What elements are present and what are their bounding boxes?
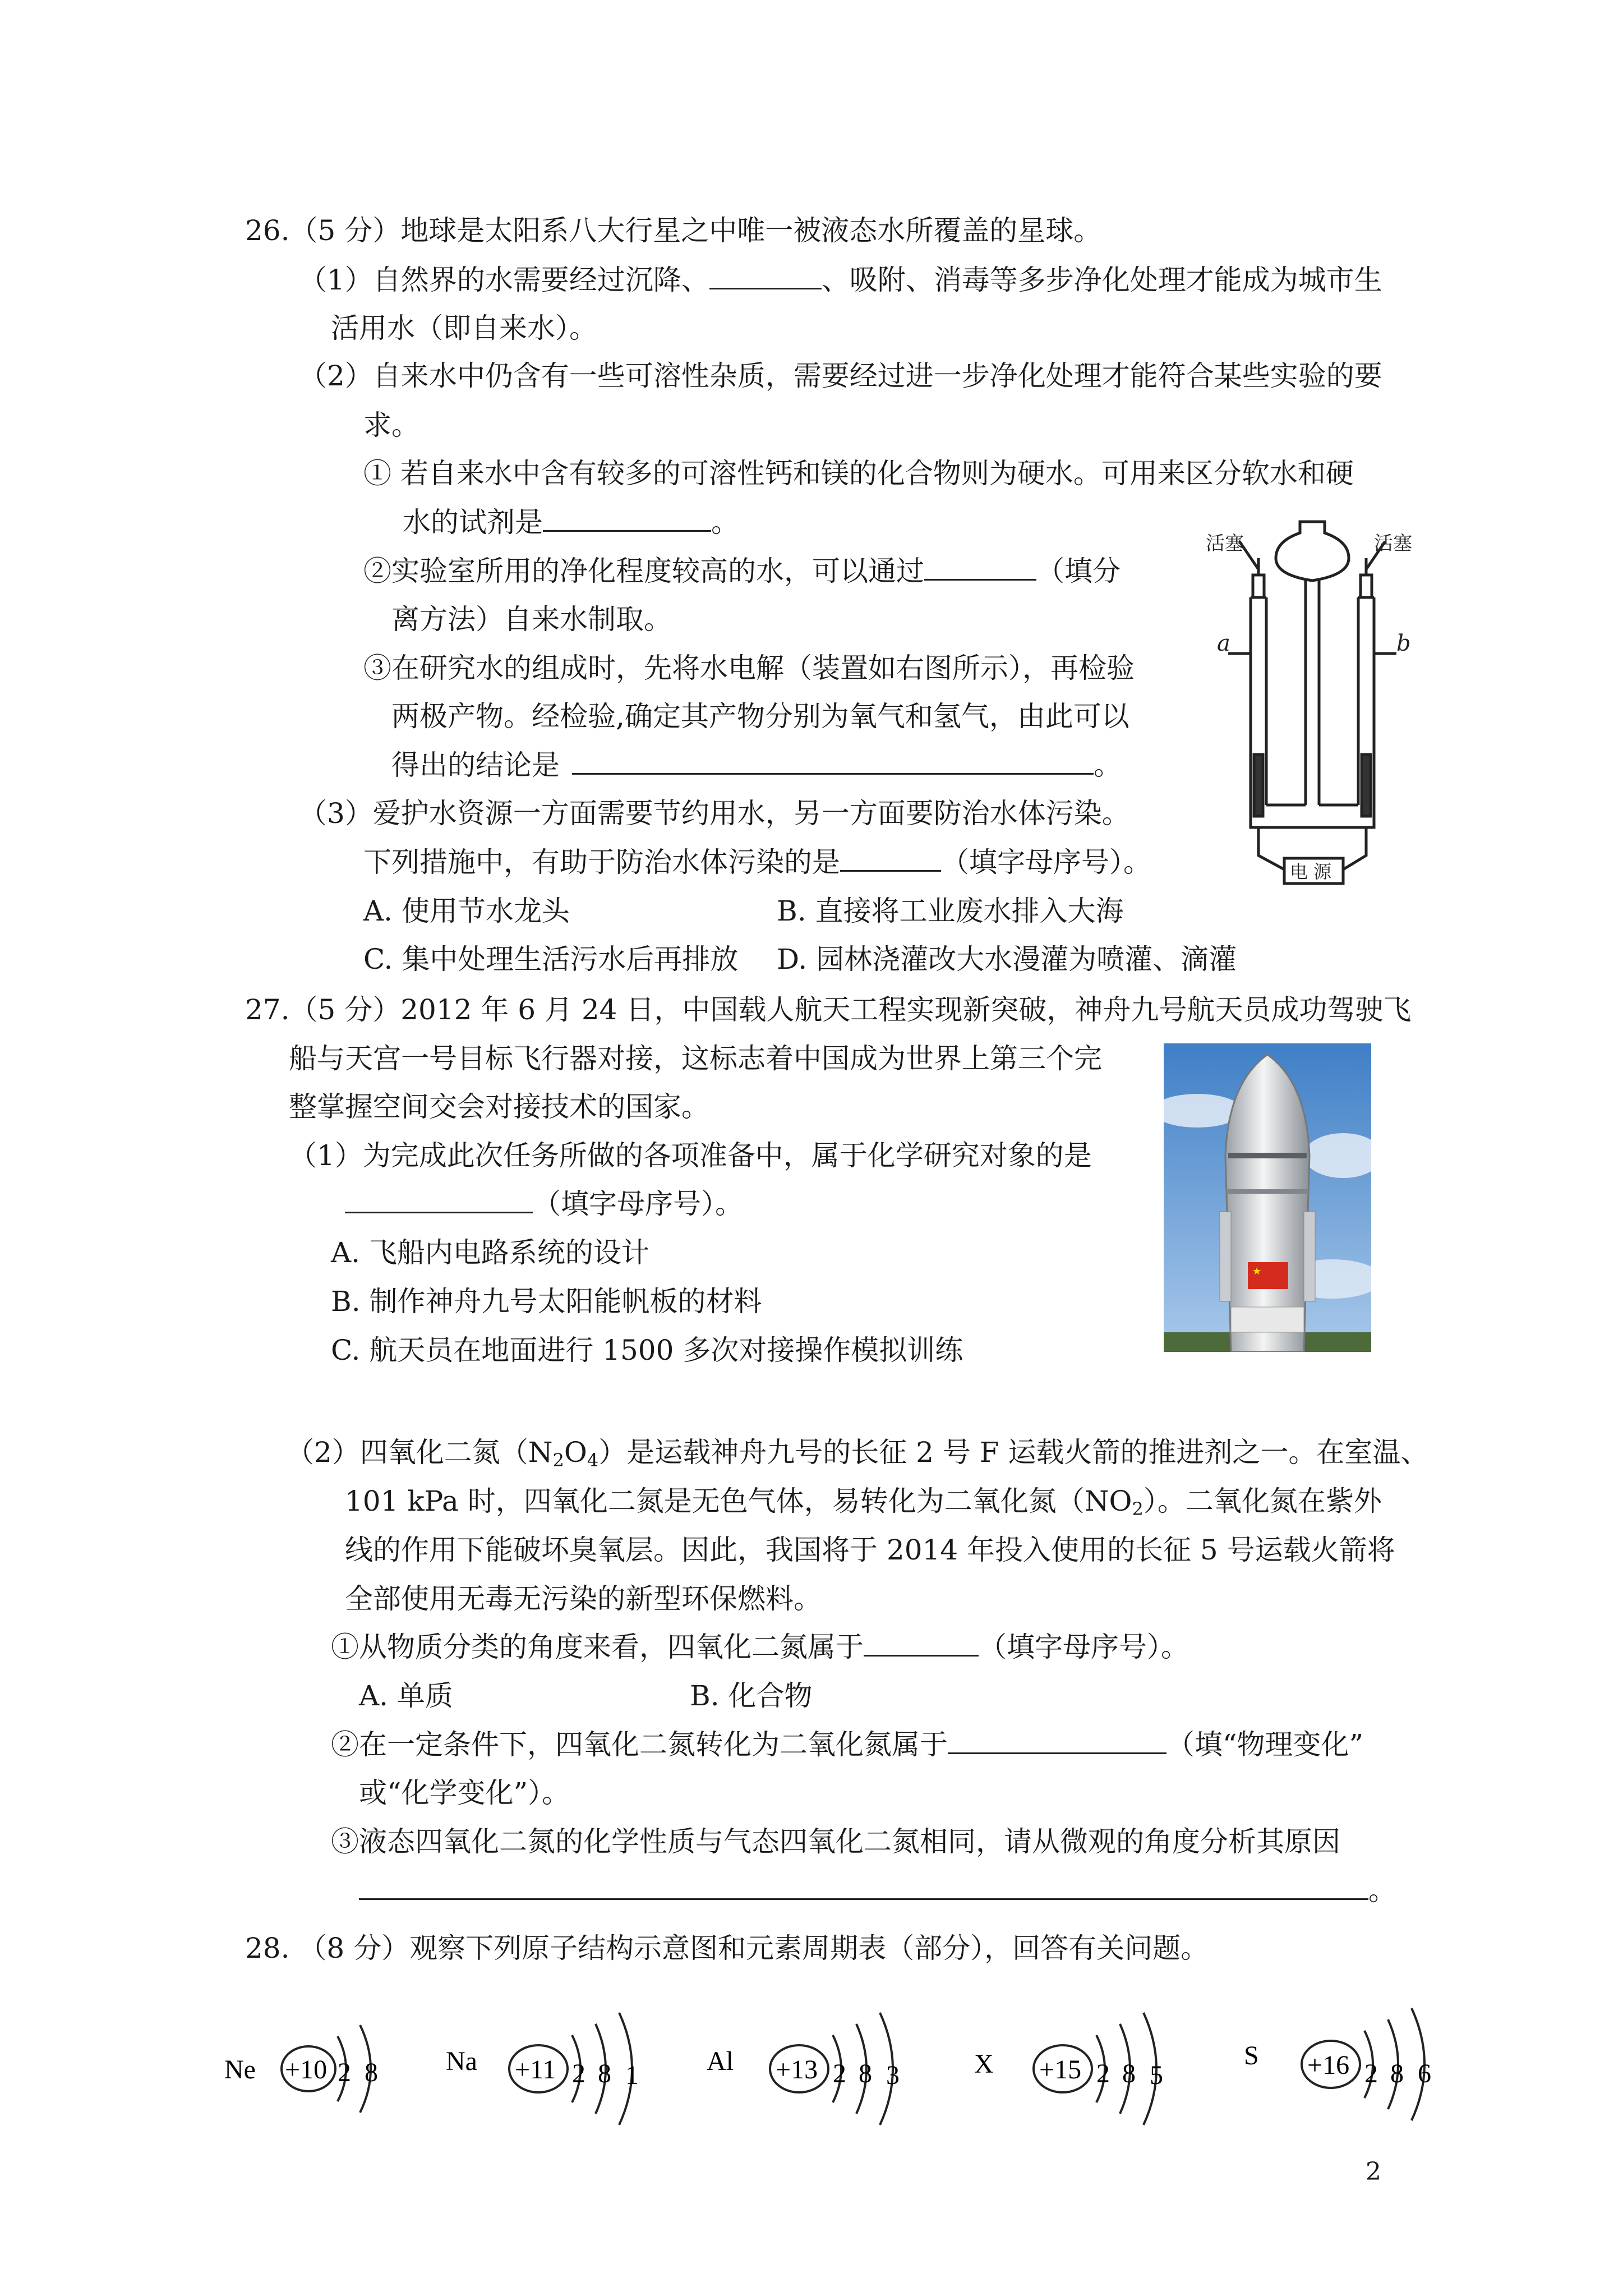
q27-blank-1[interactable] xyxy=(345,1186,533,1213)
shell-electrons: 2 xyxy=(572,2059,585,2088)
q26-sub3-line1: ③在研究水的组成时，先将水电解（装置如右图所示），再检验 xyxy=(363,652,1135,684)
atom-symbol: Na xyxy=(446,2046,477,2076)
q26-part1-text-a: （1）自然界的水需要经过沉降、 xyxy=(299,264,709,296)
q26-sub3-text: 得出的结论是 xyxy=(391,749,560,781)
q27-sub2-line1 xyxy=(331,1727,1363,1763)
q26-option-c: C. 集中处理生活污水后再排放 xyxy=(363,943,739,976)
shell-electrons: 2 xyxy=(1096,2059,1110,2088)
atom-symbol: Al xyxy=(707,2046,734,2076)
q26-blank-1[interactable] xyxy=(709,262,822,289)
q27-sub3-end: 。 xyxy=(1368,1874,1396,1907)
q26-sub2-line1 xyxy=(363,553,1121,589)
q27-intro-line1: 27.（5 分）2012 年 6 月 24 日，中国载人航天工程实现新突破，神舟九号航天员成功驾驶飞 xyxy=(245,993,1412,1026)
stopcock-right-label: 活塞 xyxy=(1374,532,1412,555)
shell-electrons: 8 xyxy=(365,2058,378,2087)
q27-part2-line4: 全部使用无毒无污染的新型环保燃料。 xyxy=(345,1582,822,1615)
q27-part1-line2 xyxy=(345,1186,743,1222)
shell-electrons: 5 xyxy=(1150,2060,1163,2090)
shell-electrons: 8 xyxy=(859,2059,872,2088)
atom-x xyxy=(974,2013,1163,2125)
q26-sub1-line1: ① 若自来水中含有较多的可溶性钙和镁的化合物则为硬水。可用来区分软水和硬 xyxy=(363,457,1354,490)
page-number: 2 xyxy=(1366,2157,1381,2186)
q26-sub1-end: 。 xyxy=(711,506,739,539)
q27-option-a: A. 飞船内电路系统的设计 xyxy=(331,1236,649,1269)
q27-p2-a3: ）是运载神舟九号的长征 2 号 F 运载火箭的推进剂之一。在室温、 xyxy=(598,1436,1429,1469)
shell-electrons: 8 xyxy=(1122,2059,1136,2088)
shell-electrons: 2 xyxy=(1364,2059,1378,2088)
q27-p2-b1: 101 kPa 时，四氧化二氮是无色气体，易转化为二氧化氮（NO xyxy=(345,1485,1132,1517)
atom-nucleus: +11 xyxy=(515,2055,556,2085)
atom-symbol: S xyxy=(1244,2041,1259,2070)
spacecraft-photo xyxy=(1164,1043,1371,1352)
atom-s xyxy=(1244,2008,1431,2120)
electrolysis-apparatus-figure xyxy=(1206,513,1419,906)
q26-sub3-line2: 两极产物。经检验,确定其产物分别为氧气和氢气，由此可以 xyxy=(391,700,1129,733)
q27-sub1-option-a: A. 单质 xyxy=(359,1680,453,1712)
q26-part3-line2 xyxy=(363,844,1151,880)
q26-part3-line1: （3）爱护水资源一方面需要节约用水，另一方面要防治水体污染。 xyxy=(299,797,1130,830)
atom-nucleus: +15 xyxy=(1039,2055,1082,2085)
atom-ne xyxy=(224,2025,378,2113)
q28-title: 28. （8 分）观察下列原子结构示意图和元素周期表（部分），回答有关问题。 xyxy=(245,1932,1209,1964)
atom-nucleus: +16 xyxy=(1307,2050,1350,2080)
svg-text:★: ★ xyxy=(1252,1266,1262,1277)
q27-sub1-text-a: ①从物质分类的角度来看，四氧化二氮属于 xyxy=(331,1631,864,1663)
q26-option-d: D. 园林浇灌改大水漫灌为喷灌、滴灌 xyxy=(777,943,1237,976)
atom-symbol: Ne xyxy=(224,2055,256,2085)
q26-part1-line2: 活用水（即自来水）。 xyxy=(331,312,597,344)
q27-sub1-option-b: B. 化合物 xyxy=(690,1680,813,1712)
atom-symbol: X xyxy=(974,2049,994,2079)
q27-p2-b-sub: 2 xyxy=(1132,1498,1144,1520)
atom-al xyxy=(707,2013,900,2125)
q27-sub2-text-b: （填“物理变化” xyxy=(1166,1728,1364,1761)
q27-part1-line1: （1）为完成此次任务所做的各项准备中，属于化学研究对象的是 xyxy=(289,1139,1092,1172)
q26-sub2-text-b: （填分 xyxy=(1036,555,1121,587)
q27-p2-b2: ）。二氧化氮在紫外 xyxy=(1143,1485,1382,1517)
q27-blank-2[interactable] xyxy=(864,1629,979,1657)
q27-option-b: B. 制作神舟九号太阳能帆板的材料 xyxy=(331,1285,762,1318)
q26-option-a: A. 使用节水龙头 xyxy=(363,895,570,927)
stopcock-left-label: 活塞 xyxy=(1206,532,1244,555)
q26-sub2-line2: 离方法）自来水制取。 xyxy=(391,603,672,636)
shell-electrons: 2 xyxy=(338,2058,351,2087)
atom-na xyxy=(446,2013,639,2125)
q27-part2-line1 xyxy=(286,1434,1428,1470)
q27-p2-a1: （2）四氧化二氮（N xyxy=(286,1436,553,1469)
q26-part3-text-b: （填字母序号）。 xyxy=(941,846,1151,878)
q26-part1-line1 xyxy=(299,262,1382,298)
q27-p2-sub1: 2 xyxy=(552,1450,564,1471)
q27-sub2-text-a: ②在一定条件下，四氧化二氮转化为二氧化氮属于 xyxy=(331,1728,948,1761)
q27-part2-line3: 线的作用下能破坏臭氧层。因此，我国将于 2014 年投入使用的长征 5 号运载火箭将 xyxy=(345,1534,1395,1566)
q27-option-c: C. 航天员在地面进行 1500 多次对接操作模拟训练 xyxy=(331,1334,963,1366)
atomic-structure-diagrams xyxy=(213,1975,1503,2165)
q26-blank-2[interactable] xyxy=(543,504,711,532)
q27-p2-sub2: 4 xyxy=(587,1450,599,1471)
tube-b-label: b xyxy=(1396,631,1411,656)
q26-part1-text-b: 、吸附、消毒等多步净化处理才能成为城市生 xyxy=(821,264,1382,296)
q27-sub1-line1 xyxy=(331,1629,1189,1665)
q27-p2-a2: O xyxy=(564,1436,587,1469)
q26-blank-5[interactable] xyxy=(840,844,941,872)
q26-sub3-line3 xyxy=(391,747,1122,783)
q26-option-b: B. 直接将工业废水排入大海 xyxy=(777,895,1124,927)
q26-blank-3[interactable] xyxy=(924,553,1036,581)
q26-part3-text-a: 下列措施中，有助于防治水体污染的是 xyxy=(363,846,840,878)
shell-electrons: 6 xyxy=(1418,2059,1431,2088)
q27-sub3-line1: ③液态四氧化二氮的化学性质与气态四氧化二氮相同，请从微观的角度分析其原因 xyxy=(331,1825,1340,1858)
q26-blank-4[interactable] xyxy=(572,747,1094,775)
q26-sub3-end: 。 xyxy=(1094,749,1122,781)
tube-a-label: a xyxy=(1217,631,1230,656)
q27-blank-4[interactable] xyxy=(359,1872,1368,1900)
shell-electrons: 8 xyxy=(1390,2059,1404,2088)
q26-sub1-text: 水的试剂是 xyxy=(403,506,543,539)
atom-nucleus: +10 xyxy=(285,2055,328,2085)
q27-part1-text: （填字母序号）。 xyxy=(533,1188,743,1220)
q27-sub2-line2: 或“化学变化”）。 xyxy=(359,1777,570,1809)
shell-electrons: 1 xyxy=(625,2060,639,2090)
shell-electrons: 2 xyxy=(833,2059,846,2088)
q27-sub1-text-b: （填字母序号）。 xyxy=(979,1631,1189,1663)
q26-part2-line2: 求。 xyxy=(363,409,419,441)
q27-intro-line3: 整掌握空间交会对接技术的国家。 xyxy=(289,1091,709,1123)
q26-sub1-line2 xyxy=(403,504,739,540)
atom-nucleus: +13 xyxy=(776,2055,818,2085)
q26-sub2-text-a: ②实验室所用的净化程度较高的水，可以通过 xyxy=(363,555,924,587)
q27-sub3-line2 xyxy=(359,1872,1396,1908)
q26-part2-line1: （2）自来水中仍含有一些可溶性杂质，需要经过进一步净化处理才能符合某些实验的要 xyxy=(299,360,1382,392)
q27-part2-line2 xyxy=(345,1483,1382,1519)
power-source-label: 电 源 xyxy=(1290,861,1332,882)
shell-electrons: 8 xyxy=(598,2059,611,2088)
shell-electrons: 3 xyxy=(886,2060,900,2090)
q27-blank-3[interactable] xyxy=(948,1727,1166,1754)
q27-intro-line2: 船与天宫一号目标飞行器对接，这标志着中国成为世界上第三个完 xyxy=(289,1042,1102,1075)
q26-title: 26.（5 分）地球是太阳系八大行星之中唯一被液态水所覆盖的星球。 xyxy=(245,214,1102,247)
